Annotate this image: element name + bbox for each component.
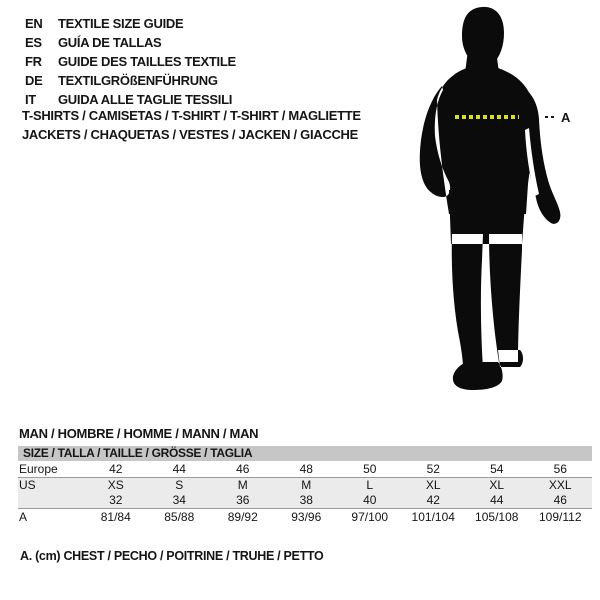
language-row bbox=[25, 33, 236, 52]
language-list bbox=[25, 14, 236, 109]
size-cell: 40 bbox=[363, 493, 377, 507]
size-cell: 109/112 bbox=[539, 510, 582, 524]
man-silhouette-figure bbox=[410, 0, 600, 410]
size-cell: 52 bbox=[426, 462, 440, 476]
size-table bbox=[18, 446, 592, 526]
language-label: GUIDA ALLE TAGLIE TESSILI bbox=[58, 92, 233, 107]
size-cell: 93/96 bbox=[291, 510, 322, 524]
language-code: DE bbox=[25, 73, 43, 88]
size-cell: M bbox=[237, 478, 248, 492]
size-cell: 36 bbox=[236, 493, 250, 507]
product-type-line: T-SHIRTS / CAMISETAS / T-SHIRT / T-SHIRT / MAGLIETTE bbox=[22, 108, 361, 123]
size-cell: 89/92 bbox=[227, 510, 258, 524]
table-row-europe bbox=[18, 461, 592, 477]
size-cell: 46 bbox=[236, 462, 250, 476]
gender-heading: MAN / HOMBRE / HOMME / MANN / MAN bbox=[19, 426, 259, 441]
size-cell: 42 bbox=[426, 493, 440, 507]
size-cell: 48 bbox=[299, 462, 313, 476]
row-label: US bbox=[19, 478, 36, 492]
size-cell: 34 bbox=[172, 493, 186, 507]
language-code: EN bbox=[25, 16, 43, 31]
language-code: FR bbox=[25, 54, 42, 69]
measurement-label: A bbox=[561, 110, 571, 125]
table-row-us-numeric bbox=[18, 493, 592, 508]
size-cell: XS bbox=[107, 478, 124, 492]
size-cell: 44 bbox=[490, 493, 504, 507]
language-code: ES bbox=[25, 35, 42, 50]
size-cell: 42 bbox=[109, 462, 123, 476]
product-type-list bbox=[22, 106, 361, 144]
language-label: TEXTILGRÖßENFÜHRUNG bbox=[58, 73, 218, 88]
language-row bbox=[25, 14, 236, 33]
man-silhouette bbox=[420, 7, 561, 390]
size-cell: S bbox=[175, 478, 184, 492]
measurement-note: A. (cm) CHEST / PECHO / POITRINE / TRUHE / PETTO bbox=[20, 549, 324, 563]
size-cell: 32 bbox=[109, 493, 123, 507]
us-size-band bbox=[18, 477, 592, 509]
language-label: GUÍA DE TALLAS bbox=[58, 35, 162, 50]
size-cell: 81/84 bbox=[100, 510, 131, 524]
size-cell: 85/88 bbox=[164, 510, 195, 524]
language-label: GUIDE DES TAILLES TEXTILE bbox=[58, 54, 236, 69]
row-label: Europe bbox=[19, 462, 58, 476]
language-row bbox=[25, 52, 236, 71]
table-row-us bbox=[18, 478, 592, 493]
language-label: TEXTILE SIZE GUIDE bbox=[58, 16, 184, 31]
size-cell: M bbox=[301, 478, 312, 492]
size-cell: XXL bbox=[548, 478, 572, 492]
size-cell: 44 bbox=[172, 462, 186, 476]
size-cell: 38 bbox=[299, 493, 313, 507]
size-cell: XL bbox=[489, 478, 505, 492]
product-type-line: JACKETS / CHAQUETAS / VESTES / JACKEN / GIACCHE bbox=[22, 127, 358, 142]
size-cell: 97/100 bbox=[351, 510, 389, 524]
row-label: A bbox=[19, 510, 28, 524]
language-code: IT bbox=[25, 92, 36, 107]
size-cell: 56 bbox=[553, 462, 567, 476]
size-cell: XL bbox=[425, 478, 441, 492]
size-cell: 101/104 bbox=[411, 510, 455, 524]
row-label bbox=[18, 493, 84, 508]
size-cell: 105/108 bbox=[475, 510, 519, 524]
table-row-chest bbox=[18, 509, 592, 526]
size-cell: L bbox=[366, 478, 374, 492]
language-row bbox=[25, 71, 236, 90]
size-table-header: SIZE / TALLA / TAILLE / GRÖSSE / TAGLIA bbox=[18, 446, 592, 461]
size-cell: 54 bbox=[490, 462, 504, 476]
size-cell: 46 bbox=[553, 493, 567, 507]
size-cell: 50 bbox=[363, 462, 377, 476]
